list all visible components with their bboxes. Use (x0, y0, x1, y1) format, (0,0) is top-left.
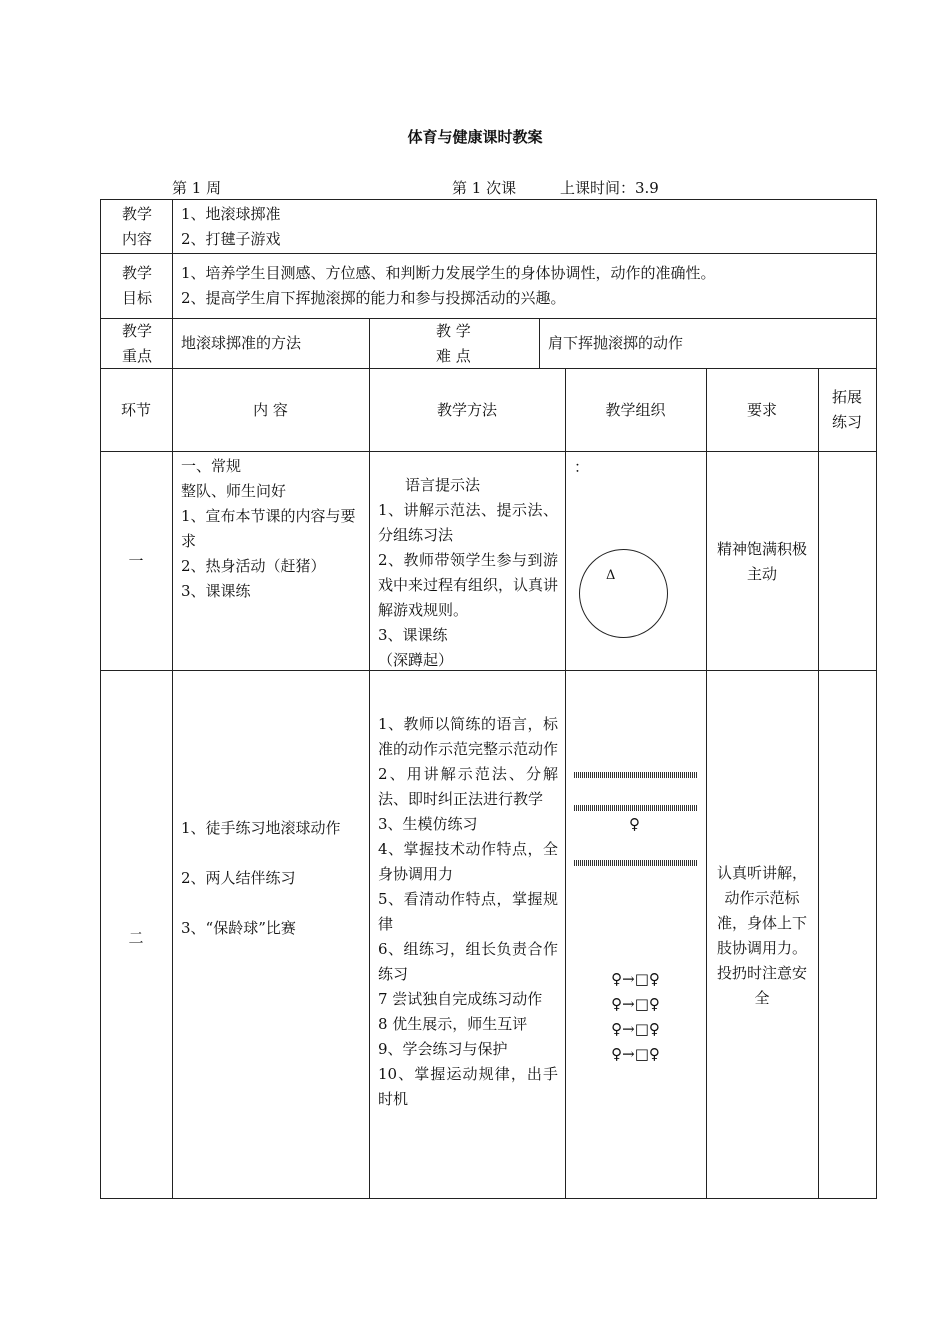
formation-circle (579, 549, 668, 638)
organization-mark: ： (574, 458, 590, 476)
pair-practice-row: ♀→□♀ (611, 1020, 660, 1038)
session-label: 第 1 次课 (452, 179, 517, 197)
column-header-content: 内 容 (253, 401, 288, 419)
student-line-dashes (574, 860, 698, 866)
teaching-content-item: 1、地滚球掷准 (181, 205, 281, 223)
pair-practice-row: ♀→□♀ (611, 970, 660, 988)
difficulty-label: 教 学 难 点 (436, 322, 471, 365)
stage-two: 二 (128, 929, 144, 947)
student-line-dashes (574, 805, 698, 811)
teaching-content-item: 2、打毽子游戏 (181, 230, 281, 248)
column-header-method: 教学方法 (436, 401, 497, 419)
column-header-extension: 拓展 练习 (831, 388, 862, 431)
difficulty-value: 肩下挥抛滚掷的动作 (548, 334, 684, 352)
pair-practice-row: ♀→□♀ (611, 995, 660, 1013)
stage-one: 一 (128, 552, 144, 570)
teaching-content-label: 教学 内容 (121, 205, 152, 248)
section2-content-item: 3、“保龄球”比赛 (181, 919, 296, 937)
teaching-goal-item: 1、培养学生目测感、方位感、和判断力发展学生的身体协调性，动作的准确性。 (181, 264, 716, 282)
class-time-label: 上课时间：3.9 (560, 179, 659, 197)
teacher-triangle-icon: Δ (606, 568, 616, 583)
column-header-requirement: 要求 (746, 401, 777, 419)
section2-content-item: 2、两人结伴练习 (181, 869, 296, 887)
section2-content-item: 1、徒手练习地滚球动作 (181, 819, 341, 837)
section1-requirement: 精神饱满积极主动 (716, 540, 807, 583)
column-header-stage: 环节 (120, 401, 151, 419)
student-symbol-icon: ♀ (629, 815, 640, 833)
document-title: 体育与健康课时教案 (407, 128, 543, 146)
section1-content: 一、常规 整队、师生问好 1、宣布本节课的内容与要求 2、热身活动（赶猪） 3、课课练 (181, 457, 356, 600)
teaching-goal-item: 2、提高学生肩下挥抛滚掷的能力和参与投掷活动的兴趣。 (181, 289, 566, 307)
week-label: 第 1 周 (172, 179, 222, 197)
key-point-value: 地滚球掷准的方法 (181, 334, 302, 352)
section1-method: 1、讲解示范法、提示法、分组练习法 2、教师带领学生参与到游戏中来过程有组织，认真讲解游戏规则。 3、课课练 （深蹲起） (378, 501, 559, 669)
section2-requirement: 认真听讲解，动作示范标准，身体上下肢协调用力。投扔时注意安全 (716, 864, 807, 1007)
column-header-organization: 教学组织 (605, 401, 666, 419)
student-line-dashes (574, 772, 698, 778)
section1-method-title: 语言提示法 (405, 476, 481, 494)
key-point-label: 教学 重点 (121, 322, 152, 365)
pair-practice-row: ♀→□♀ (611, 1045, 660, 1063)
section2-method: 1、教师以简练的语言，标准的动作示范完整示范动作 2、用讲解示范法、分解法、即时纠正法进行教学 3、生模仿练习 4、掌握技术动作特点，全身协调用力 5、看清动作特点，掌握规律 6、组练习，组长负责合作练习 7 尝试独自完成练习动作 8 优生展示，师生互评 9、学会练习与保护 10、掌握运动规律，出手时机 (378, 715, 559, 1108)
teaching-goal-label: 教学 目标 (121, 264, 152, 307)
